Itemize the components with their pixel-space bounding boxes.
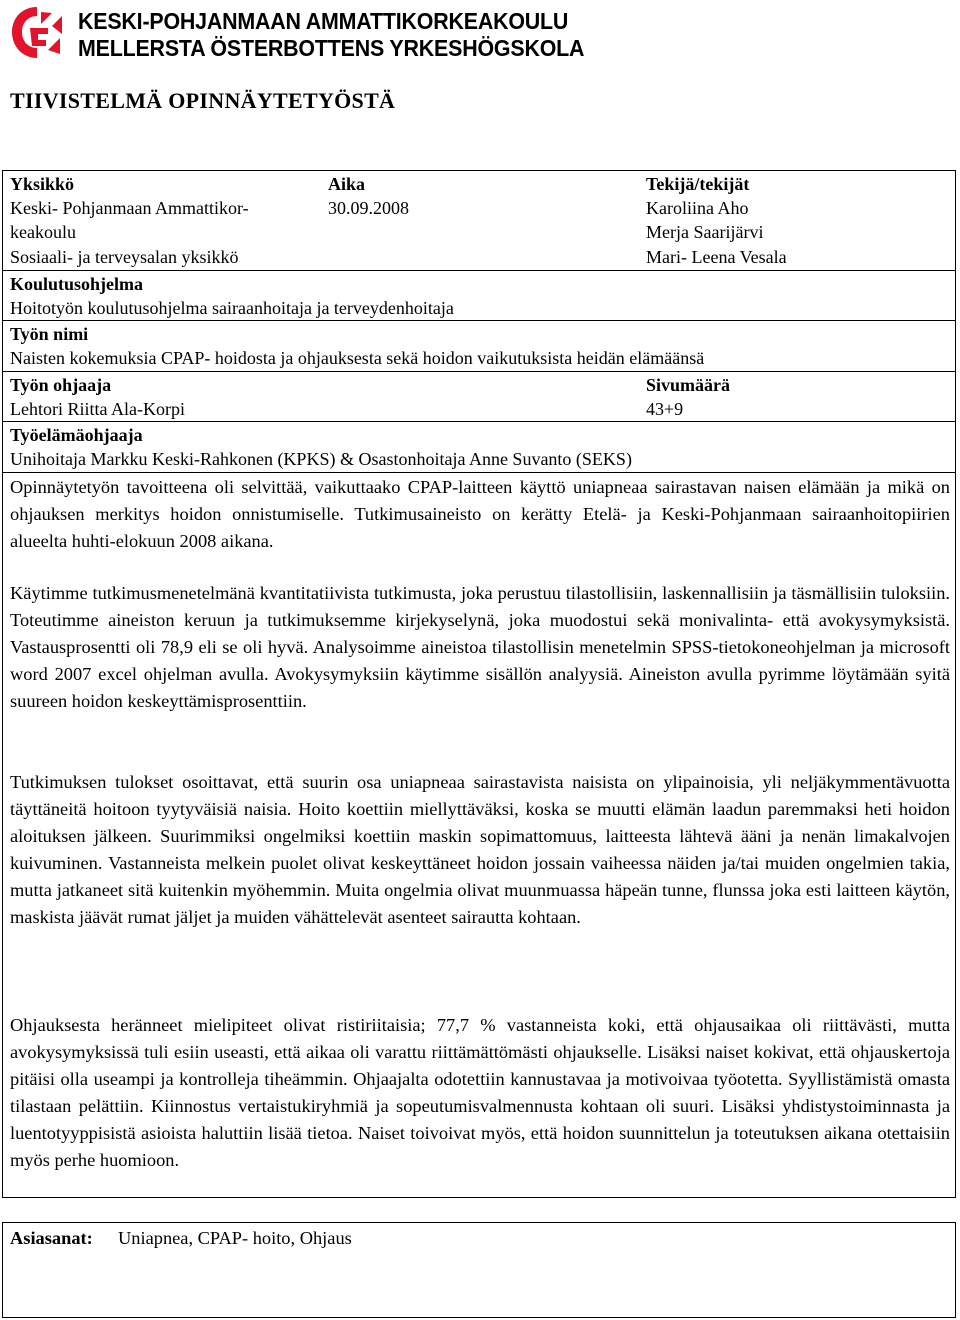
abstract-paragraph-1: Opinnäytetyön tavoitteena oli selvittää, vaikuttaako CPAP-laitteen käyttö uniapneaa sairastavan naisen elämään ja mikä on ohjauksen merkitys hoidon onnistumiselle. Tutkimusaineisto on kerätty Etelä- ja Keski-Pohjanmaan sairaanhoitopiirien alueelta huhti-elokuun 2008 aikana. bbox=[10, 477, 950, 551]
abstract-paragraph-3: Tutkimuksen tulokset osoittavat, että suurin osa uniapneaa sairastavista naisista on ylipainoisia, yli neljäkymmentävuotta täyttäneitä hoitoon tyytyväisiä naisia. Hoito koettiin miellyttäväksi, koska se muutti elämän laadun paremmaksi heti hoidon aloituksen jälkeen. Suurimmiksi ongelmiksi koettiin maskin sopimattomuus, laitteesta lähtevä ääni ja nenän limakalvojen kuivuminen. Vastanneista melkein puolet olivat keskeyttäneet hoidon jossain vaiheessa näiden ja/tai muiden ongelmien takia, mutta jatkaneet sitä kuitenkin myöhemmin. Muita ongelmia olivat muunmuassa häpeän tunne, flunssa joka esti laitteen käytön, maskista jäävät rumat jäljet ja muiden vähättelevät asenteet sairautta kohtaan. bbox=[10, 772, 950, 927]
author-2: Merja Saarijärvi bbox=[646, 222, 764, 242]
time-value: 30.09.2008 bbox=[328, 198, 409, 218]
abstract-paragraph-2: Käytimme tutkimusmenetelmänä kvantitatiivista tutkimusta, joka perustuu tilastollisiin, laskennallisiin ja täsmällisiin tuloksiin. Toteutimme aineiston keruun ja tutkimuksemme kirjekyselynä, joka muodostui sekä monivalinta- että avokysymyksistä. Vastausprosentti oli 78,9 eli se oli hyvä. Analysoimme aineistoa tilastollisin menetelmin SPSS-tietokoneohjelman ja microsoft word 2007 excel ohjelman avulla. Avokysymyksiin käytimme sisällön analyysiä. Aineiston avulla pyrimme löytämään syitä suureen hoidon keskeyttämisprosenttiin. bbox=[10, 583, 950, 711]
unit-value-line2: keakoulu bbox=[10, 222, 76, 242]
page-header bbox=[8, 4, 585, 64]
work-name-label: Työn nimi bbox=[10, 324, 89, 344]
authors-label: Tekijä/tekijät bbox=[646, 174, 750, 194]
divider bbox=[2, 320, 956, 321]
worklife-supervisor-label: Työelämäohjaaja bbox=[10, 425, 143, 445]
unit-label: Yksikkö bbox=[10, 174, 75, 194]
pages-label: Sivumäärä bbox=[646, 375, 731, 395]
pages-value: 43+9 bbox=[646, 399, 684, 419]
time-label: Aika bbox=[328, 174, 366, 194]
programme-label: Koulutusohjelma bbox=[10, 274, 144, 294]
divider bbox=[2, 371, 956, 372]
author-3: Mari- Leena Vesala bbox=[646, 247, 787, 267]
supervisor-value: Lehtori Riitta Ala-Korpi bbox=[10, 399, 185, 419]
supervisor-label: Työn ohjaaja bbox=[10, 375, 112, 395]
divider bbox=[2, 421, 956, 422]
keywords-label: Asiasanat: bbox=[10, 1228, 93, 1248]
divider bbox=[2, 472, 956, 473]
abstract-paragraph-4: Ohjauksesta heränneet mielipiteet olivat ristiriitaisia; 77,7 % vastanneista koki, että ohjausaikaa oli riittävästi, mutta avokysymyksissä tuli esiin useasti, että aikaa oli varattu riittämättömästi ohjaukselle. Lisäksi naiset kokivat, että ohjauskertoja pitäisi olla useampi ja kontrolleja tiheämmin. Ohjaajalta odotettiin kannustavaa ja motivoivaa työotetta. Syyllistämistä omasta tilastaan pelättiin. Kiinnostus vertaistukiryhmiä ja sopeutumisvalmennusta kohtaan oli suuri. Lisäksi yhdistystoiminnasta ja luentotyyppisistä asioista haluttiin lisää tietoa. Naiset toivoivat myös, että hoidon suunnittelun ja toteutuksen aikana otettaisiin myös perhe huomioon. bbox=[10, 1015, 950, 1170]
unit-value-line1: Keski- Pohjanmaan Ammattikor- bbox=[10, 198, 249, 218]
divider bbox=[2, 270, 956, 271]
author-1: Karoliina Aho bbox=[646, 198, 749, 218]
unit-value-line3: Sosiaali- ja terveysalan yksikkö bbox=[10, 247, 239, 267]
programme-value: Hoitotyön koulutusohjelma sairaanhoitaja ja terveydenhoitaja bbox=[10, 298, 454, 318]
keywords-value: Uniapnea, CPAP- hoito, Ohjaus bbox=[118, 1228, 352, 1248]
org-name-swedish: MELLERSTA ÖSTERBOTTENS YRKESHÖGSKOLA bbox=[78, 35, 585, 61]
worklife-supervisor-value: Unihoitaja Markku Keski-Rahkonen (KPKS) & Osastonhoitaja Anne Suvanto (SEKS) bbox=[10, 449, 632, 469]
org-name-finnish: KESKI-POHJANMAAN AMMATTIKORKEAKOULU bbox=[78, 8, 569, 34]
document-title: TIIVISTELMÄ OPINNÄYTETYÖSTÄ bbox=[10, 88, 396, 113]
work-name-value: Naisten kokemuksia CPAP- hoidosta ja ohjauksesta sekä hoidon vaikutuksista heidän elämäänsä bbox=[10, 348, 705, 368]
university-logo-icon bbox=[8, 4, 66, 62]
